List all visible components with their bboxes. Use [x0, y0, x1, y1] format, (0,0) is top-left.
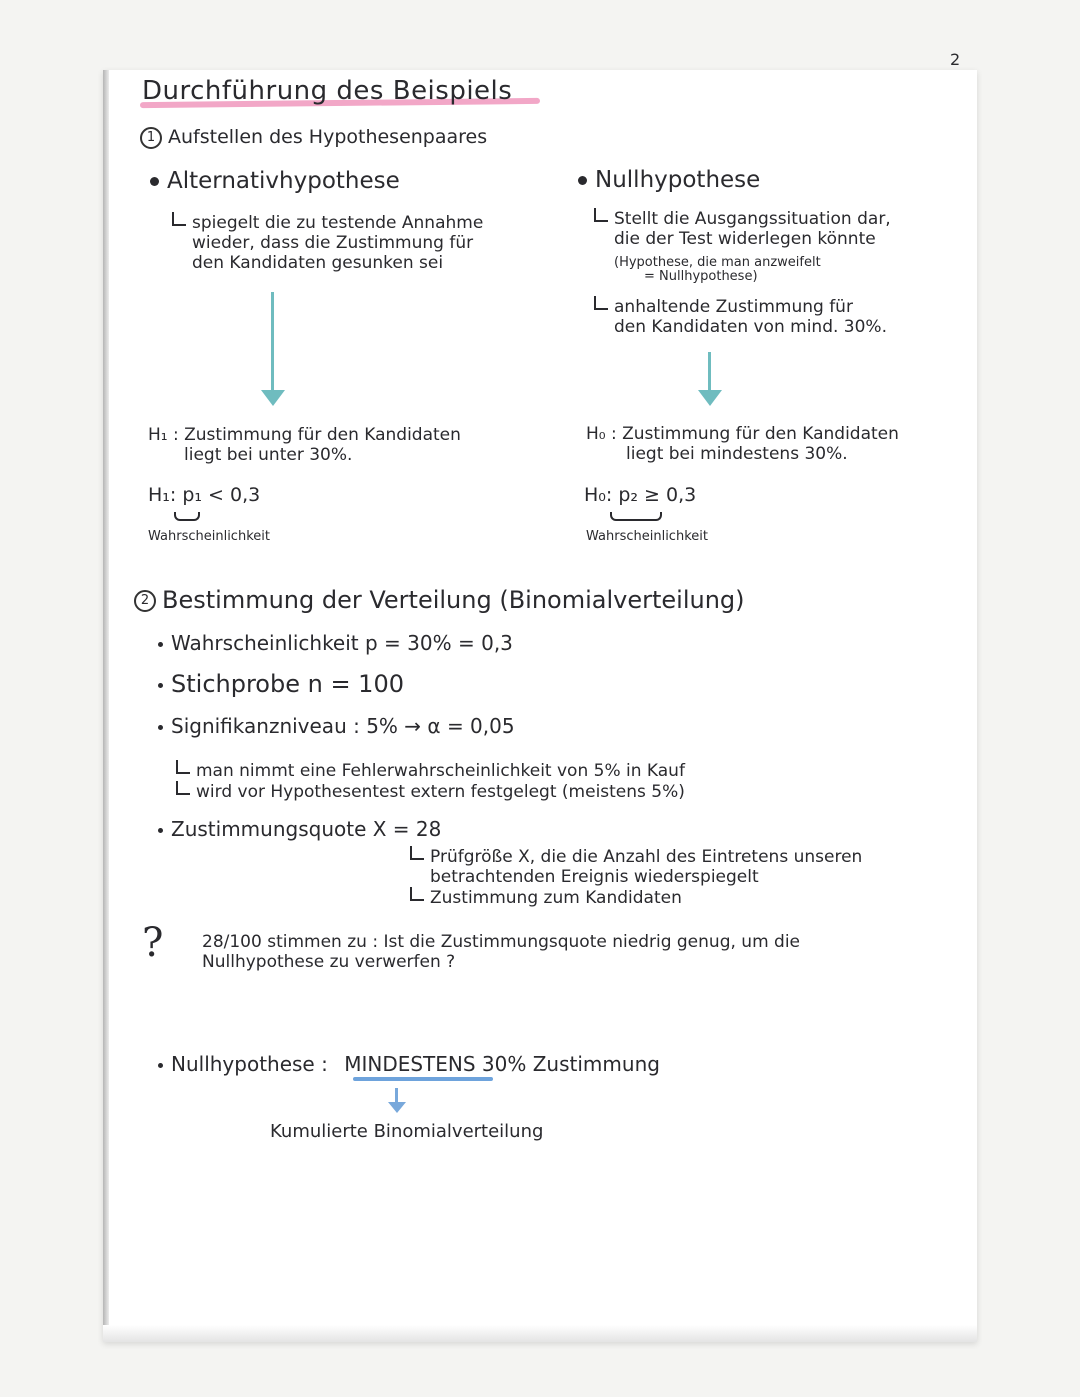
cumulative-arrow-down-icon	[388, 1102, 406, 1113]
section1-heading-text: Aufstellen des Hypothesenpaares	[168, 126, 488, 148]
alternative-description	[172, 212, 483, 273]
quota-item	[158, 817, 441, 841]
null-statement-line-1: H₀ : Zustimmung für den Kandidaten	[586, 424, 899, 444]
question-mark-icon: ?	[142, 920, 164, 966]
section1-heading	[140, 126, 487, 149]
alt-arrow-down-icon	[261, 390, 285, 406]
alt-arrow-shaft	[271, 292, 274, 392]
section2-heading	[134, 586, 745, 614]
sample-text: Stichprobe n = 100	[171, 670, 404, 698]
page-number: 2	[950, 50, 961, 69]
question-line-2: Nullhypothese zu verwerfen ?	[202, 952, 456, 972]
bullet-icon	[158, 642, 163, 647]
arrow-hook-icon	[594, 208, 608, 222]
bullet-icon	[150, 177, 159, 186]
alternative-brace-label: Wahrscheinlichkeit	[148, 529, 270, 544]
arrow-hook-icon	[410, 846, 424, 860]
null-desc-line-1: Stellt die Ausgangssituation dar,	[614, 209, 891, 229]
page-title: Durchführung des Beispiels	[142, 76, 513, 106]
null-conclusion-suffix: 30% Zustimmung	[481, 1052, 660, 1076]
null-formula: H₀: p₂ ≥ 0,3	[584, 484, 697, 506]
paper-left-edge	[103, 70, 109, 1342]
significance-text: Signifikanzniveau : 5% → α = 0,05	[171, 714, 515, 738]
null-conclusion	[158, 1052, 660, 1076]
null-label	[578, 167, 760, 193]
sample-item	[158, 670, 404, 698]
null-brace	[610, 512, 662, 521]
null-brace-label: Wahrscheinlichkeit	[586, 529, 708, 544]
bullet-icon	[158, 828, 163, 833]
null-arrow-shaft	[708, 352, 711, 394]
null-statement	[586, 424, 899, 464]
significance-notes	[176, 760, 685, 802]
arrow-hook-icon	[172, 212, 186, 226]
null-statement-line-2: liegt bei mindestens 30%.	[626, 444, 848, 464]
quota-notes	[410, 846, 862, 908]
significance-item	[158, 714, 515, 738]
alternative-label-text: Alternativhypothese	[167, 168, 400, 194]
arrow-hook-icon	[176, 760, 190, 774]
null-conclusion-emphasis: MINDESTENS	[344, 1052, 476, 1076]
alternative-statement	[148, 425, 461, 465]
sig-note-1: man nimmt eine Fehlerwahrscheinlichkeit von 5% in Kauf	[196, 761, 685, 781]
section2-heading-text: Bestimmung der Verteilung (Binomialverteilung)	[162, 586, 745, 614]
null-desc-line-2: die der Test widerlegen könnte	[614, 229, 876, 249]
mindestens-underline	[353, 1077, 493, 1081]
null-support	[594, 296, 887, 337]
quota-note-2: betrachtenden Ereignis wiederspiegelt	[430, 867, 759, 887]
alt-desc-line-2: wieder, dass die Zustimmung für	[192, 233, 474, 253]
null-description	[594, 208, 891, 249]
null-note	[614, 256, 821, 284]
probability-text: Wahrscheinlichkeit p = 30% = 0,3	[171, 631, 513, 655]
section2-number: 2	[134, 590, 156, 612]
quota-text: Zustimmungsquote X = 28	[171, 817, 442, 841]
paper-bottom-edge	[103, 1325, 977, 1342]
section1-number: 1	[140, 127, 162, 149]
null-arrow-down-icon	[698, 390, 722, 406]
alternative-label	[150, 168, 400, 194]
bullet-icon	[158, 683, 163, 688]
null-note-line-2: = Nullhypothese)	[644, 269, 758, 284]
null-note-line-1: (Hypothese, die man anzweifelt	[614, 255, 821, 270]
alt-desc-line-1: spiegelt die zu testende Annahme	[192, 213, 484, 233]
question-line-1: 28/100 stimmen zu : Ist die Zustimmungsquote niedrig genug, um die	[202, 932, 801, 952]
alt-brace	[174, 512, 200, 521]
alt-statement-line-1: H₁ : Zustimmung für den Kandidaten	[148, 425, 461, 445]
sig-note-2: wird vor Hypothesentest extern festgelegt (meistens 5%)	[196, 782, 685, 802]
cumulative-label: Kumulierte Binomialverteilung	[270, 1121, 544, 1142]
quota-note-3: Zustimmung zum Kandidaten	[430, 888, 682, 908]
question-text	[202, 932, 800, 972]
alternative-formula: H₁: p₁ < 0,3	[148, 484, 261, 506]
bullet-icon	[158, 725, 163, 730]
null-label-text: Nullhypothese	[595, 167, 761, 193]
alt-desc-line-3: den Kandidaten gesunken sei	[192, 253, 444, 273]
null-support-line-2: den Kandidaten von mind. 30%.	[614, 317, 887, 337]
bullet-icon	[578, 176, 587, 185]
quota-note-1: Prüfgröße X, die die Anzahl des Eintretens unseren	[430, 847, 863, 867]
arrow-hook-icon	[594, 296, 608, 310]
alt-statement-line-2: liegt bei unter 30%.	[184, 445, 353, 465]
arrow-hook-icon	[176, 781, 190, 795]
probability-item	[158, 631, 513, 655]
null-support-line-1: anhaltende Zustimmung für	[614, 297, 853, 317]
arrow-hook-icon	[410, 887, 424, 901]
bullet-icon	[158, 1063, 163, 1068]
null-conclusion-prefix: Nullhypothese :	[171, 1052, 328, 1076]
